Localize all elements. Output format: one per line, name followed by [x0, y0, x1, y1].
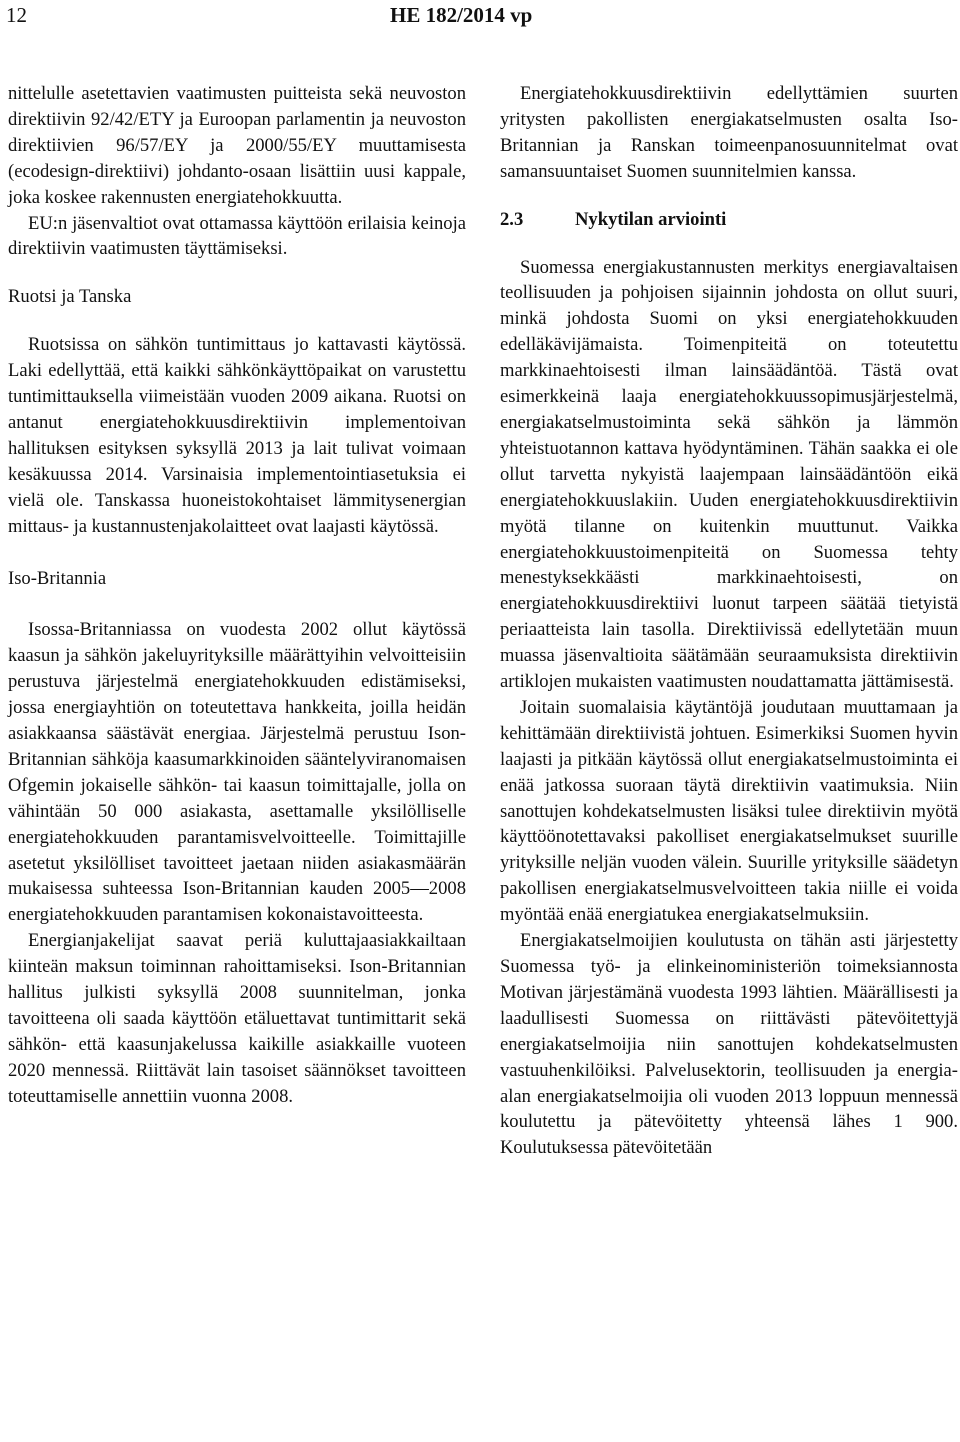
paragraph-katselmukset: Energiatehokkuusdirektiivin edellyttämien suurten yritysten pakollisten energiakatselmusten osalta Iso-Britannian ja Ranskan toimeenpanosuunnitelmat ovat samansuuntaiset Suomen suunnitelmien kanssa.: [500, 83, 958, 182]
paragraph-ruotsi: Ruotsissa on sähkön tuntimittaus jo kattavasti käytössä. Laki edellyttää, että kaikki sähkönkäyttöpaikat on varustettu tuntimittauksella viimeistään vuoden 2009 aikana. Ruotsi on antanut energiatehokkuusdirektiivin implementoivan hallituksen esityksen syksyllä 2013 ja lait tulivat voimaan kesäkuussa 2014. Varsinaisia implementointiasetuksia ei vielä ole. Tanskassa huoneistokohtaiset lämmitysenergian mittaus- ja kustannustenjakolaitteet ovat laajasti käytössä.: [8, 334, 466, 537]
page-number: 12: [6, 3, 27, 27]
paragraph-koulutus: Energiakatselmoijien koulutusta on tähän asti järjestetty Suomessa työ- ja elinkeinoministeriön toimeksiannosta Motivan järjestämänä vuodesta 1993 lähtien. Määrällisesti ja laadullisesti Suomessa on riittävästi pätevöitettyjä energiakatselmoijia niin sanottujen kohdekatselmusten vastuuhenkilöiksi. Palvelusektorin, teollisuuden ja energia-alan energiakatselmoijia oli vuoden 2013 loppuun mennessä koulutettu ja pätevöitetty yhteensä lähes 1 900. Koulutuksessa pätevöitetään: [500, 930, 958, 1159]
subheading-ruotsi-tanska: Ruotsi ja Tanska: [8, 286, 132, 308]
right-column: [500, 81, 958, 1161]
left-column: [8, 81, 466, 1110]
paragraph-iso-britannia: Isossa-Britanniassa on vuodesta 2002 ollut käytössä kaasun ja sähkön jakeluyrityksille määrättyihin velvoitteisiin perustuva järjestelmä energiatehokkuuden edistämiseksi, jossa energiayhtiön on toteutettava hankkeita, joilla heidän asiakkaansa säästävät energiaa. Järjestelmä perustuu Ison-Britannian sähköja kaasumarkkinoiden sääntelyviranomaisen Ofgemin jokaiselle sähkön- tai kaasun toimittajalle, jolla on vähintään 50 000 asiakasta, asettamalle yksilölliselle energiatehokkuuden parantamisvelvoitteelle. Toimittajille asetetut yksilölliset tavoitteet jaetaan niiden asiakasmäärän mukaisessa suhteessa Ison-Britannian kauden 2005—2008 energiatehokkuuden parantamisen kokonaistavoitteesta.: [8, 619, 466, 926]
paragraph-continuation: nittelulle asetettavien vaatimusten puitteista sekä neuvoston direktiivin 92/42/ETY ja Euroopan parlamentin ja neuvoston direktiivien 96/57/EY ja 2000/55/EY muuttamisesta (ecodesign-direktiivi) johdanto-osaan lisättiin uusi kappale, joka koskee rakennusten energiatehokkuutta.: [8, 83, 466, 208]
section-title: Nykytilan arviointi: [575, 208, 727, 230]
subheading-iso-britannia: Iso-Britannia: [8, 567, 107, 589]
paragraph-energianjakelijat: Energianjakelijat saavat periä kuluttajaasiakkailtaan kiinteän maksun toiminnan rahoittamiseksi. Ison-Britannian hallitus julkisti syksyllä 2008 suunnitelman, jonka tavoitteena oli saada käyttöön etäluettavat tuntimittarit sekä sähkön- että kaasunjakelussa kaikille asiakkaille vuoteen 2020 mennessä. Riittävät lain tasoiset säännökset tavoitteen toteuttamiselle annettiin vuonna 2008.: [8, 930, 466, 1107]
paragraph-kaytannot: Joitain suomalaisia käytäntöjä joudutaan muuttamaan ja kehittämään direktiivistä johtuen. Esimerkiksi Suomen hyvin laajasti ja pitkään käytössä ollut energiakatselmustoiminta ei enää jatkossa suoraan täytä direktiivin vaatimuksia. Niin sanottujen kohdekatselmusten lisäksi tulee direktiivin myötä käyttöönotettavaksi pakolliset energiakatselmukset suurille yrityksille neljän vuoden välein. Suurille yrityksille säädetyn pakollisen energiakatselmusvelvoitteen takia niille ei voida myöntää enää energiatukea energiakatselmuksiin.: [500, 696, 958, 926]
section-heading: [500, 207, 958, 233]
paragraph-eu-member-states: EU:n jäsenvaltiot ovat ottamassa käyttöön erilaisia keinoja direktiivin vaatimusten täyttämiseksi.: [8, 212, 466, 260]
page-header: [0, 0, 960, 40]
document-id: HE 182/2014 vp: [390, 3, 533, 27]
section-number: 2.3: [500, 208, 524, 230]
paragraph-suomi-energia: Suomessa energiakustannusten merkitys energiavaltaisen teollisuuden ja pohjoisen sijainnin johdosta on ollut suuri, minkä johdosta Suomi on yksi energiatehokkuuden edelläkävijämaista. Toimenpiteitä on toteutettu markkinaehtoisesti ilman lainsäädäntöä. Tästä ovat esimerkkeinä laaja energiatehokkuussopimusjärjestelmä, energiakatselmustoiminta sekä sähkön ja lämmön yhteistuotannon kattava hyödyntäminen. Tähän saakka ei ole ollut tarvetta nykyistä laajempaan lainsäädäntöön eikä energiatehokkuuslakiin. Uuden energiatehokkuusdirektiivin myötä tilanne on kuitenkin muuttunut. Vaikka energiatehokkuustoimenpiteitä on Suomessa tehty menestyksekkäästi markkinaehtoisesti, on energiatehokkuusdirektiivi luonut tarpeen säätää tietyistä periaatteista lain tasolla. Direktiivissä edellytetään muun muassa jäsenvaltioita säätämään seuraamuksista direktiivin artiklojen mukaisten vaatimusten noudattamatta jättämisestä.: [500, 256, 958, 693]
